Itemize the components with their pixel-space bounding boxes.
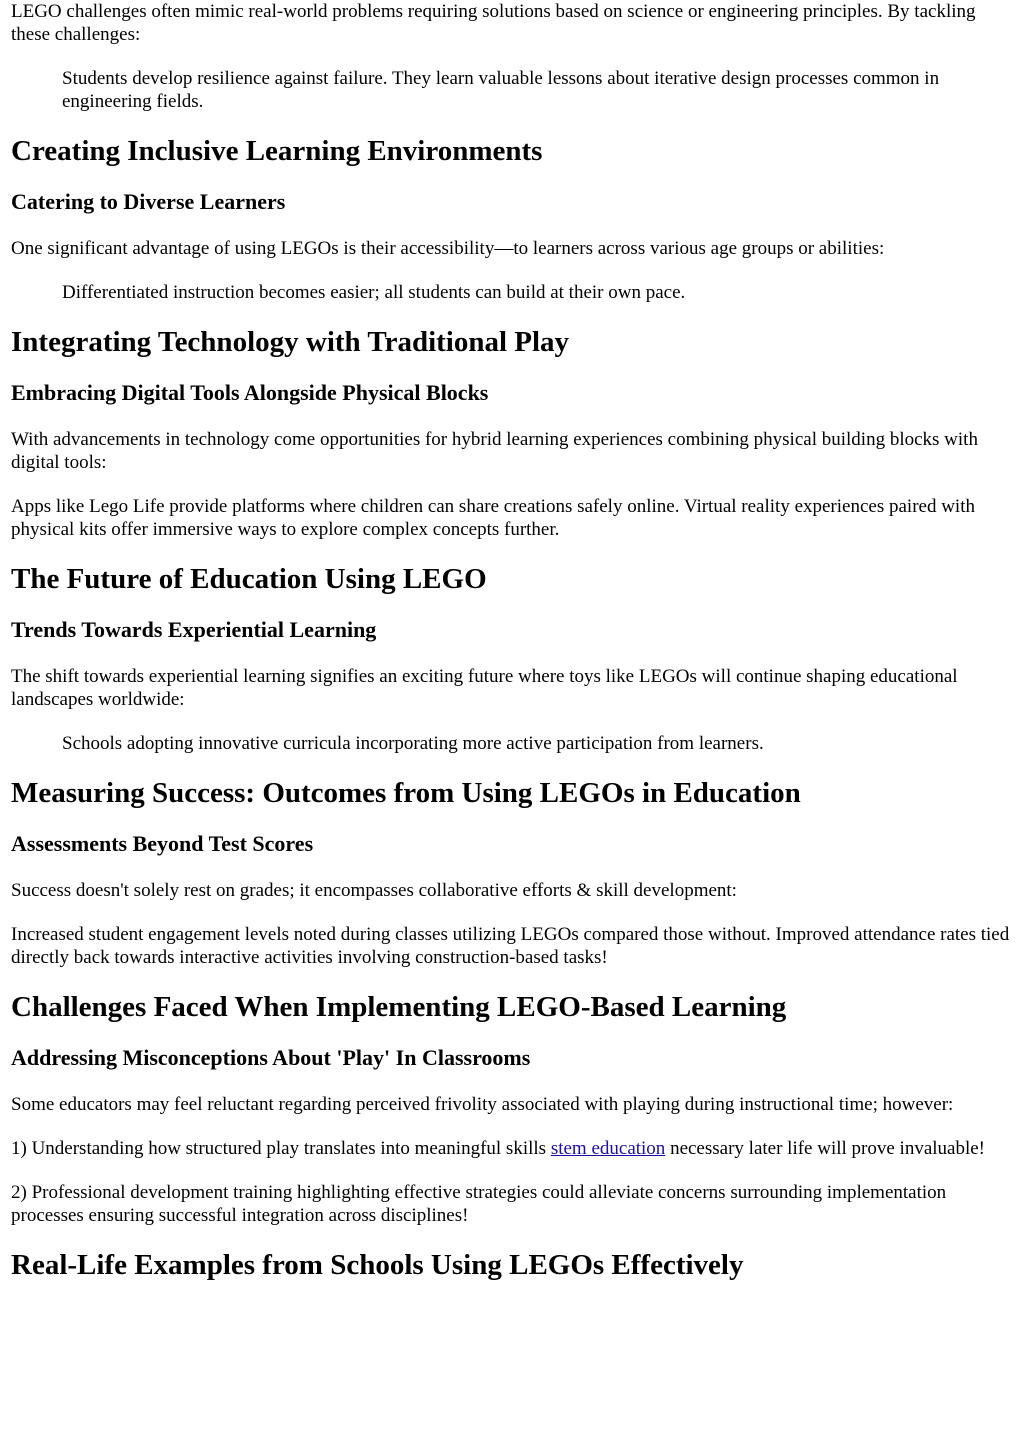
inclusive-quote: Differentiated instruction becomes easier; all students can build at their own pace. — [62, 282, 686, 303]
subheading-experiential: Trends Towards Experiential Learning — [11, 617, 377, 642]
heading-examples: Real-Life Examples from Schools Using LEGOs Effectively — [11, 1249, 744, 1281]
heading-success: Measuring Success: Outcomes from Using LEGOs in Education — [11, 777, 801, 809]
heading-future: The Future of Education Using LEGO — [11, 563, 487, 595]
challenges-item-2: 2) Professional development training highlighting effective strategies could alleviate concerns surrounding implementation processes ensuring successful integration across disciplines! — [11, 1182, 947, 1226]
challenges-paragraph: Some educators may feel reluctant regarding perceived frivolity associated with playing during instructional time; however: — [11, 1094, 954, 1115]
success-paragraph-2: Increased student engagement levels noted during classes utilizing LEGOs compared those without. Improved attendance rates tied directly back towards interactive activities involving construction-based tasks! — [11, 924, 1010, 968]
success-paragraph-1: Success doesn't solely rest on grades; it encompasses collaborative efforts & skill development: — [11, 880, 737, 901]
inclusive-paragraph: One significant advantage of using LEGOs is their accessibility—to learners across various age groups or abilities: — [11, 238, 885, 259]
stem-education-link[interactable]: stem education — [550, 1138, 666, 1159]
technology-paragraph-1: With advancements in technology come opportunities for hybrid learning experiences combining physical building blocks with digital tools: — [11, 429, 978, 473]
heading-challenges: Challenges Faced When Implementing LEGO-Based Learning — [11, 991, 787, 1023]
technology-paragraph-2: Apps like Lego Life provide platforms where children can share creations safely online. Virtual reality experiences paired with physical kits offer immersive ways to explore complex concepts further. — [11, 496, 975, 540]
future-quote: Schools adopting innovative curricula incorporating more active participation from learners. — [62, 733, 764, 754]
subheading-digital-tools: Embracing Digital Tools Alongside Physical Blocks — [11, 380, 489, 405]
subheading-diverse-learners: Catering to Diverse Learners — [11, 189, 286, 214]
heading-inclusive: Creating Inclusive Learning Environments — [11, 135, 543, 167]
subheading-misconceptions: Addressing Misconceptions About 'Play' In Classrooms — [11, 1045, 531, 1070]
subheading-assessments: Assessments Beyond Test Scores — [11, 831, 314, 856]
challenges-item-1-text-after: necessary later life will prove invaluable! — [665, 1138, 986, 1159]
future-paragraph: The shift towards experiential learning signifies an exciting future where toys like LEGOs will continue shaping educational landscapes worldwide: — [11, 666, 958, 710]
intro-quote: Students develop resilience against failure. They learn valuable lessons about iterative design processes common in engineering fields. — [62, 68, 940, 112]
intro-paragraph: LEGO challenges often mimic real-world problems requiring solutions based on science or engineering principles. By tackling these challenges: — [11, 1, 976, 45]
challenges-item-1-text-before: 1) Understanding how structured play translates into meaningful skills — [11, 1138, 551, 1159]
challenges-item-1 — [11, 1137, 1014, 1160]
heading-technology: Integrating Technology with Traditional Play — [11, 326, 570, 358]
